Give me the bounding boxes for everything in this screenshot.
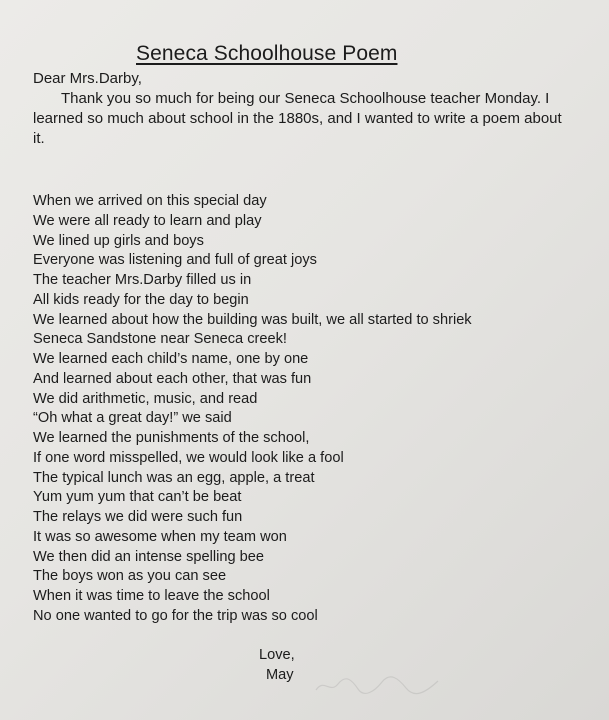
document-title: Seneca Schoolhouse Poem	[136, 42, 398, 65]
poem-line: The teacher Mrs.Darby filled us in	[33, 272, 252, 288]
faint-handwriting-mark	[312, 672, 442, 698]
poem-line: We learned each child’s name, one by one	[33, 351, 309, 367]
poem-line: “Oh what a great day!” we said	[33, 410, 232, 427]
poem-line: Yum yum yum that can’t be beat	[33, 489, 242, 506]
closing-word: Love,	[259, 647, 295, 663]
poem-line: We lined up girls and boys	[33, 232, 204, 249]
poem-line: We learned about how the building was built, we all started to shriek	[33, 311, 472, 328]
intro-paragraph: Thank you so much for being our Seneca Schoolhouse teacher Monday. I learned so much about school in the 1880s, and I wanted to write a poem about it.	[33, 90, 562, 147]
poem-line: When we arrived on this special day	[33, 193, 267, 209]
poem-line: When it was time to leave the school	[33, 588, 270, 604]
poem-line: We then did an intense spelling bee	[33, 548, 264, 565]
poem-line: No one wanted to go for the trip was so cool	[33, 607, 318, 624]
poem-line: Everyone was listening and full of great joys	[33, 252, 317, 269]
poem-line: And learned about each other, that was fun	[33, 370, 312, 387]
poem-line: It was so awesome when my team won	[33, 528, 287, 545]
poem-line: Seneca Sandstone near Seneca creek!	[33, 331, 287, 348]
signature-name: May	[266, 667, 294, 683]
poem-line: We did arithmetic, music, and read	[33, 390, 258, 407]
poem-line: If one word misspelled, we would look like a fool	[33, 449, 344, 466]
poem-line: The boys won as you can see	[33, 568, 227, 585]
poem-line: The typical lunch was an egg, apple, a treat	[33, 469, 315, 486]
poem-line: All kids ready for the day to begin	[33, 291, 249, 308]
poem-line: The relays we did were such fun	[33, 509, 243, 525]
poem	[33, 192, 472, 627]
poem-line: We learned the punishments of the school,	[33, 430, 310, 446]
salutation: Dear Mrs.Darby,	[33, 70, 142, 87]
closing-block	[259, 645, 295, 685]
poem-line: We were all ready to learn and play	[33, 212, 262, 229]
